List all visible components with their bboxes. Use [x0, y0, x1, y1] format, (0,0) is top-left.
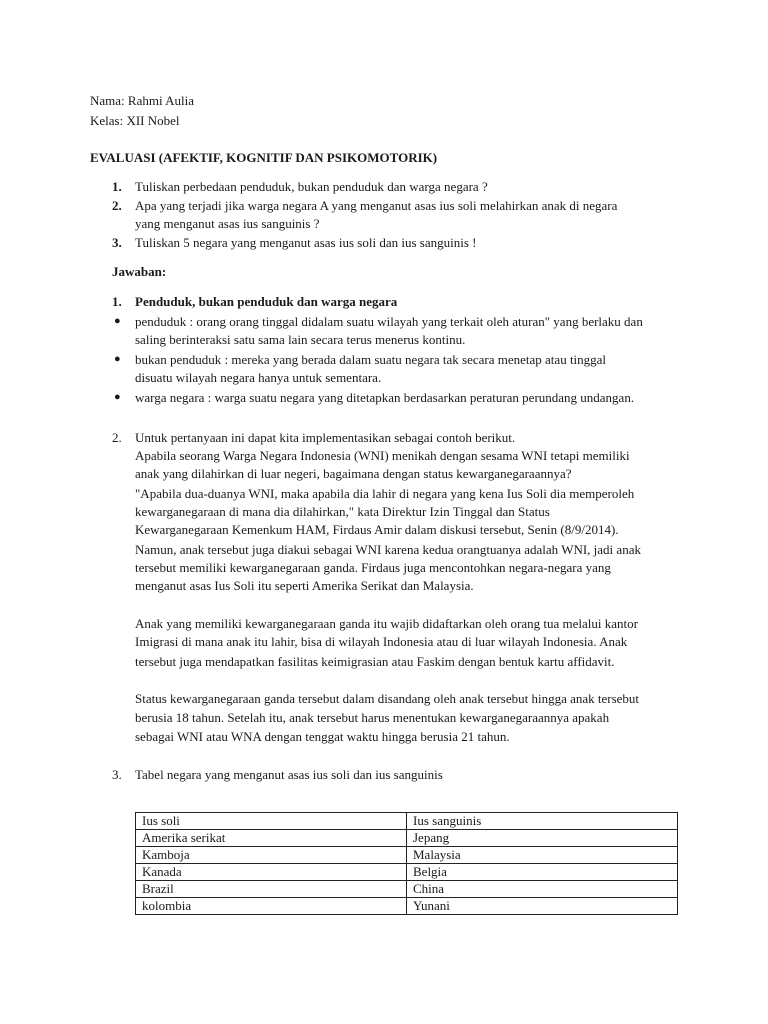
paragraph-line: Untuk pertanyaan ini dapat kita implementasikan sebagai contoh berikut.	[135, 430, 516, 445]
country-table	[135, 812, 678, 915]
table-row	[136, 847, 678, 864]
paragraph-line: "Apabila dua-duanya WNI, maka apabila dia lahir di negara yang kena Ius Soli dia memperoleh	[135, 486, 635, 501]
question-text: Tuliskan perbedaan penduduk, bukan penduduk dan warga negara ?	[135, 179, 488, 194]
document-title: EVALUASI (AFEKTIF, KOGNITIF DAN PSIKOMOTORIK)	[90, 150, 438, 165]
paragraph-line: Apabila seorang Warga Negara Indonesia (WNI) menikah dengan sesama WNI tetapi memiliki	[135, 448, 630, 463]
table-header-cell: Ius soli	[136, 813, 407, 830]
student-name: Nama: Rahmi Aulia	[90, 93, 194, 108]
bullet-icon: ●	[114, 353, 121, 365]
question-number: 3.	[112, 235, 122, 250]
answer-number: 3.	[112, 767, 122, 782]
table-cell: Jepang	[407, 830, 678, 847]
student-class: Kelas: XII Nobel	[90, 113, 180, 128]
paragraph-line: Namun, anak tersebut juga diakui sebagai WNI karena kedua orangtuanya adalah WNI, jadi anak	[135, 542, 641, 557]
table-header-cell: Ius sanguinis	[407, 813, 678, 830]
question-number: 1.	[112, 179, 122, 194]
table-cell: Kamboja	[136, 847, 407, 864]
table-row	[136, 881, 678, 898]
paragraph-line: anak yang dilahirkan di luar negeri, bagaimana dengan status kewarganegaraannya?	[135, 466, 572, 481]
paragraph-line: Imigrasi di mana anak itu lahir, bisa di wilayah Indonesia atau di luar wilayah Indonesia. Anak	[135, 634, 628, 649]
paragraph-line: sebagai WNI atau WNA dengan tenggat waktu hingga berusia 21 tahun.	[135, 729, 510, 744]
table-cell: Brazil	[136, 881, 407, 898]
bullet-text: bukan penduduk : mereka yang berada dalam suatu negara tak secara menetap atau tinggal	[135, 352, 607, 367]
table-cell: China	[407, 881, 678, 898]
question-text: Tuliskan 5 negara yang menganut asas ius soli dan ius sanguinis !	[135, 235, 477, 250]
bullet-icon: ●	[114, 315, 121, 327]
question-text: Apa yang terjadi jika warga negara A yang menganut asas ius soli melahirkan anak di negara	[135, 198, 618, 213]
paragraph-line: kewarganegaraan di mana dia dilahirkan," kata Direktur Izin Tinggal dan Status	[135, 504, 550, 519]
table-cell: Kanada	[136, 864, 407, 881]
table-row	[136, 898, 678, 915]
answers-label: Jawaban:	[112, 264, 167, 279]
paragraph-line: Anak yang memiliki kewarganegaraan ganda itu wajib didaftarkan oleh orang tua melalui kantor	[135, 616, 638, 631]
paragraph-line: menganut asas Ius Soli itu seperti Amerika Serikat dan Malaysia.	[135, 578, 474, 593]
paragraph-line: tersebut juga mendapatkan fasilitas keimigrasian atau Faskim dengan bentuk kartu affidavit.	[135, 654, 615, 669]
answer-1-heading: Penduduk, bukan penduduk dan warga negara	[135, 294, 398, 309]
bullet-text: disuatu wilayah negara hanya untuk sementara.	[135, 370, 382, 385]
paragraph-line: Kewarganegaraan Kemenkum HAM, Firdaus Amir dalam diskusi tersebut, Senin (8/9/2014).	[135, 522, 619, 537]
bullet-text: penduduk : orang orang tinggal didalam suatu wilayah yang terkait oleh aturan" yang berlaku dan	[135, 314, 643, 329]
paragraph-line: tersebut memiliki kewarganegaraan ganda. Firdaus juga mencontohkan negara-negara yang	[135, 560, 611, 575]
table-cell: Amerika serikat	[136, 830, 407, 847]
table-cell: Malaysia	[407, 847, 678, 864]
paragraph-line: Status kewarganegaraan ganda tersebut dalam disandang oleh anak tersebut hingga anak tersebut	[135, 691, 640, 706]
bullet-text: warga negara : warga suatu negara yang ditetapkan berdasarkan peraturan perundang undangan.	[135, 390, 635, 405]
question-text: yang menganut asas ius sanguinis ?	[135, 216, 320, 231]
table-header-row	[136, 813, 678, 830]
answer-3-text: Tabel negara yang menganut asas ius soli dan ius sanguinis	[135, 767, 443, 782]
table-cell: Belgia	[407, 864, 678, 881]
table-cell: kolombia	[136, 898, 407, 915]
paragraph-line: berusia 18 tahun. Setelah itu, anak tersebut harus menentukan kewarganegaraannya apakah	[135, 710, 610, 725]
answer-number: 2.	[112, 430, 122, 445]
table-cell: Yunani	[407, 898, 678, 915]
bullet-text: saling berinteraksi satu sama lain secara terus menerus kontinu.	[135, 332, 466, 347]
answer-number: 1.	[112, 294, 122, 309]
bullet-icon: ●	[114, 391, 121, 403]
table-row	[136, 830, 678, 847]
table-row	[136, 864, 678, 881]
question-number: 2.	[112, 198, 122, 213]
